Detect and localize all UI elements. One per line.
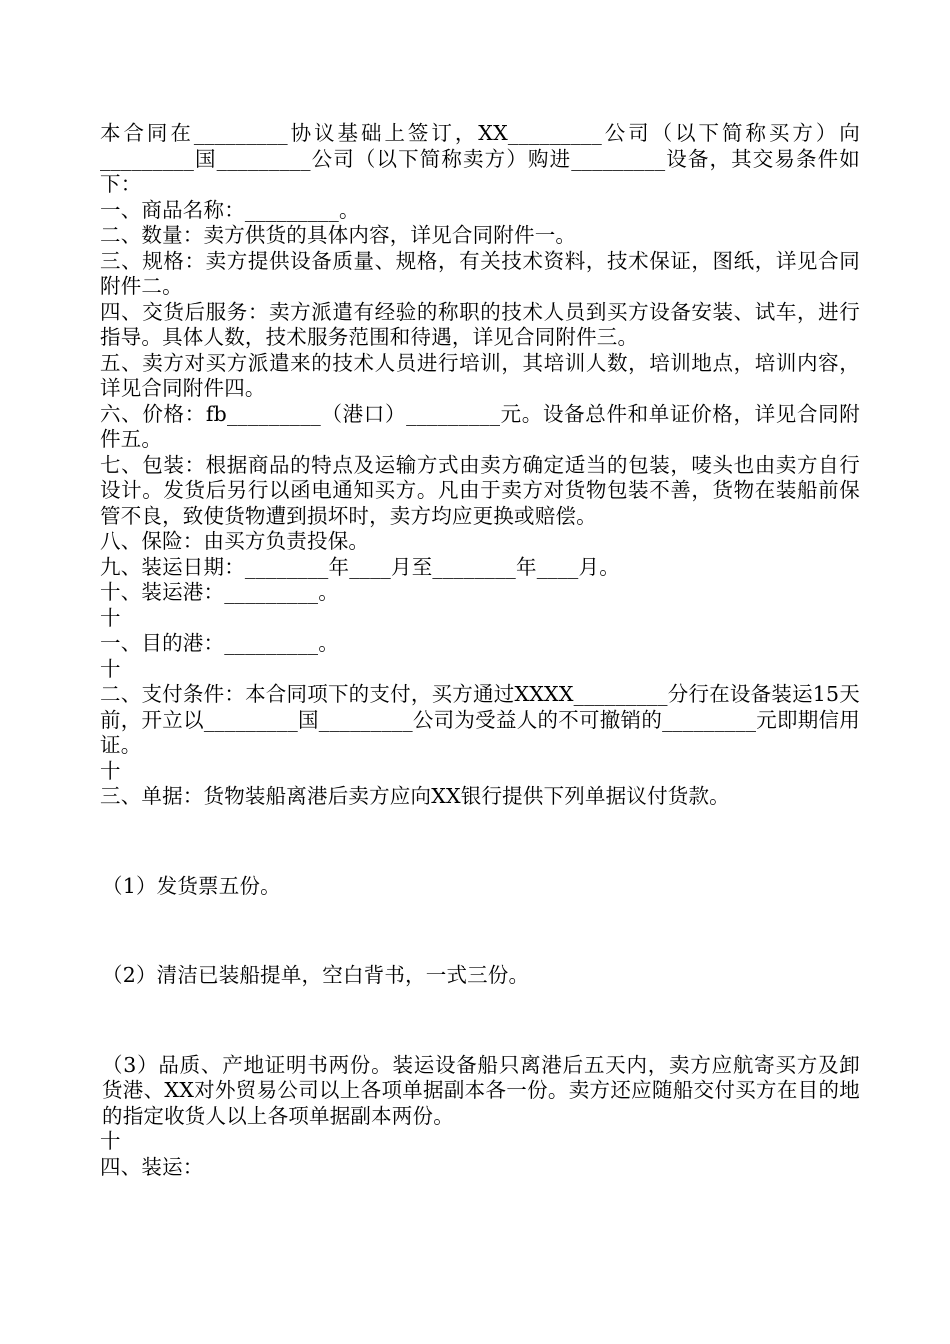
document-item-3: （3）品质、产地证明书两份。装运设备船只离港后五天内，卖方应航寄买方及卸货港、XX对外贸易公司以上各项单据副本各一份。卖方还应随船交付买方在目的地的指定收货人以上各项单据副本两份。 (102, 1052, 860, 1128)
clause-14-shipment: 四、装运： (100, 1154, 204, 1179)
clause-3-specification: 三、规格：卖方提供设备质量、规格，有关技术资料，技术保证，图纸，详见合同附件二。 (100, 248, 860, 298)
clause-13-number-prefix: 十 (100, 758, 121, 783)
clause-9-shipment-date: 九、装运日期：________年____月至________年____月。 (100, 554, 620, 579)
clause-2-quantity: 二、数量：卖方供货的具体内容，详见合同附件一。 (100, 223, 577, 247)
intro-paragraph: 本合同在_________协议基础上签订，XX_________公司（以下简称买方）向_________国_________公司（以下简称卖方）购进_________设备，其交易条件如下： (100, 121, 860, 196)
contract-document (100, 121, 860, 1180)
clause-7-packing: 七、包装：根据商品的特点及运输方式由卖方确定适当的包装，唛头也由卖方自行设计。发货后另行以函电通知买方。凡由于卖方对货物包装不善，货物在装船前保管不良，致使货物遭到损坏时，卖方均应更换或赔偿。 (100, 452, 860, 528)
clause-8-insurance: 八、保险：由买方负责投保。 (100, 529, 370, 553)
clause-12-number-prefix: 十 (100, 656, 121, 681)
clause-13-documents: 三、单据：货物装船离港后卖方应向XX银行提供下列单据议付货款。 (100, 784, 730, 808)
document-item-2: （2）清洁已装船提单，空白背书，一式三份。 (102, 963, 530, 987)
clause-11-destination-port: 一、目的港：_________。 (100, 631, 339, 655)
clause-5-training: 五、卖方对买方派遣来的技术人员进行培训，其培训人数，培训地点，培训内容，详见合同附件四。 (100, 350, 860, 400)
clause-12-payment-terms: 二、支付条件：本合同项下的支付，买方通过XXXX_________分行在设备装运15天前，开立以_________国_________公司为受益人的不可撤销的_________元即期信用证。 (100, 682, 860, 757)
clause-6-price: 六、价格：fb_________（港口）_________元。设备总件和单证价格，详见合同附件五。 (100, 401, 860, 451)
clause-10-port-of-shipment: 十、装运港：_________。 (100, 580, 339, 604)
clause-1-product-name: 一、商品名称：_________。 (100, 197, 360, 222)
document-item-1: （1）发货票五份。 (102, 873, 281, 898)
clause-4-after-delivery-service: 四、交货后服务：卖方派遣有经验的称职的技术人员到买方设备安装、试车，进行指导。具体人数，技术服务范围和待遇，详见合同附件三。 (100, 299, 860, 349)
clause-11-number-prefix: 十 (100, 605, 121, 630)
clause-14-number-prefix: 十 (100, 1129, 121, 1153)
